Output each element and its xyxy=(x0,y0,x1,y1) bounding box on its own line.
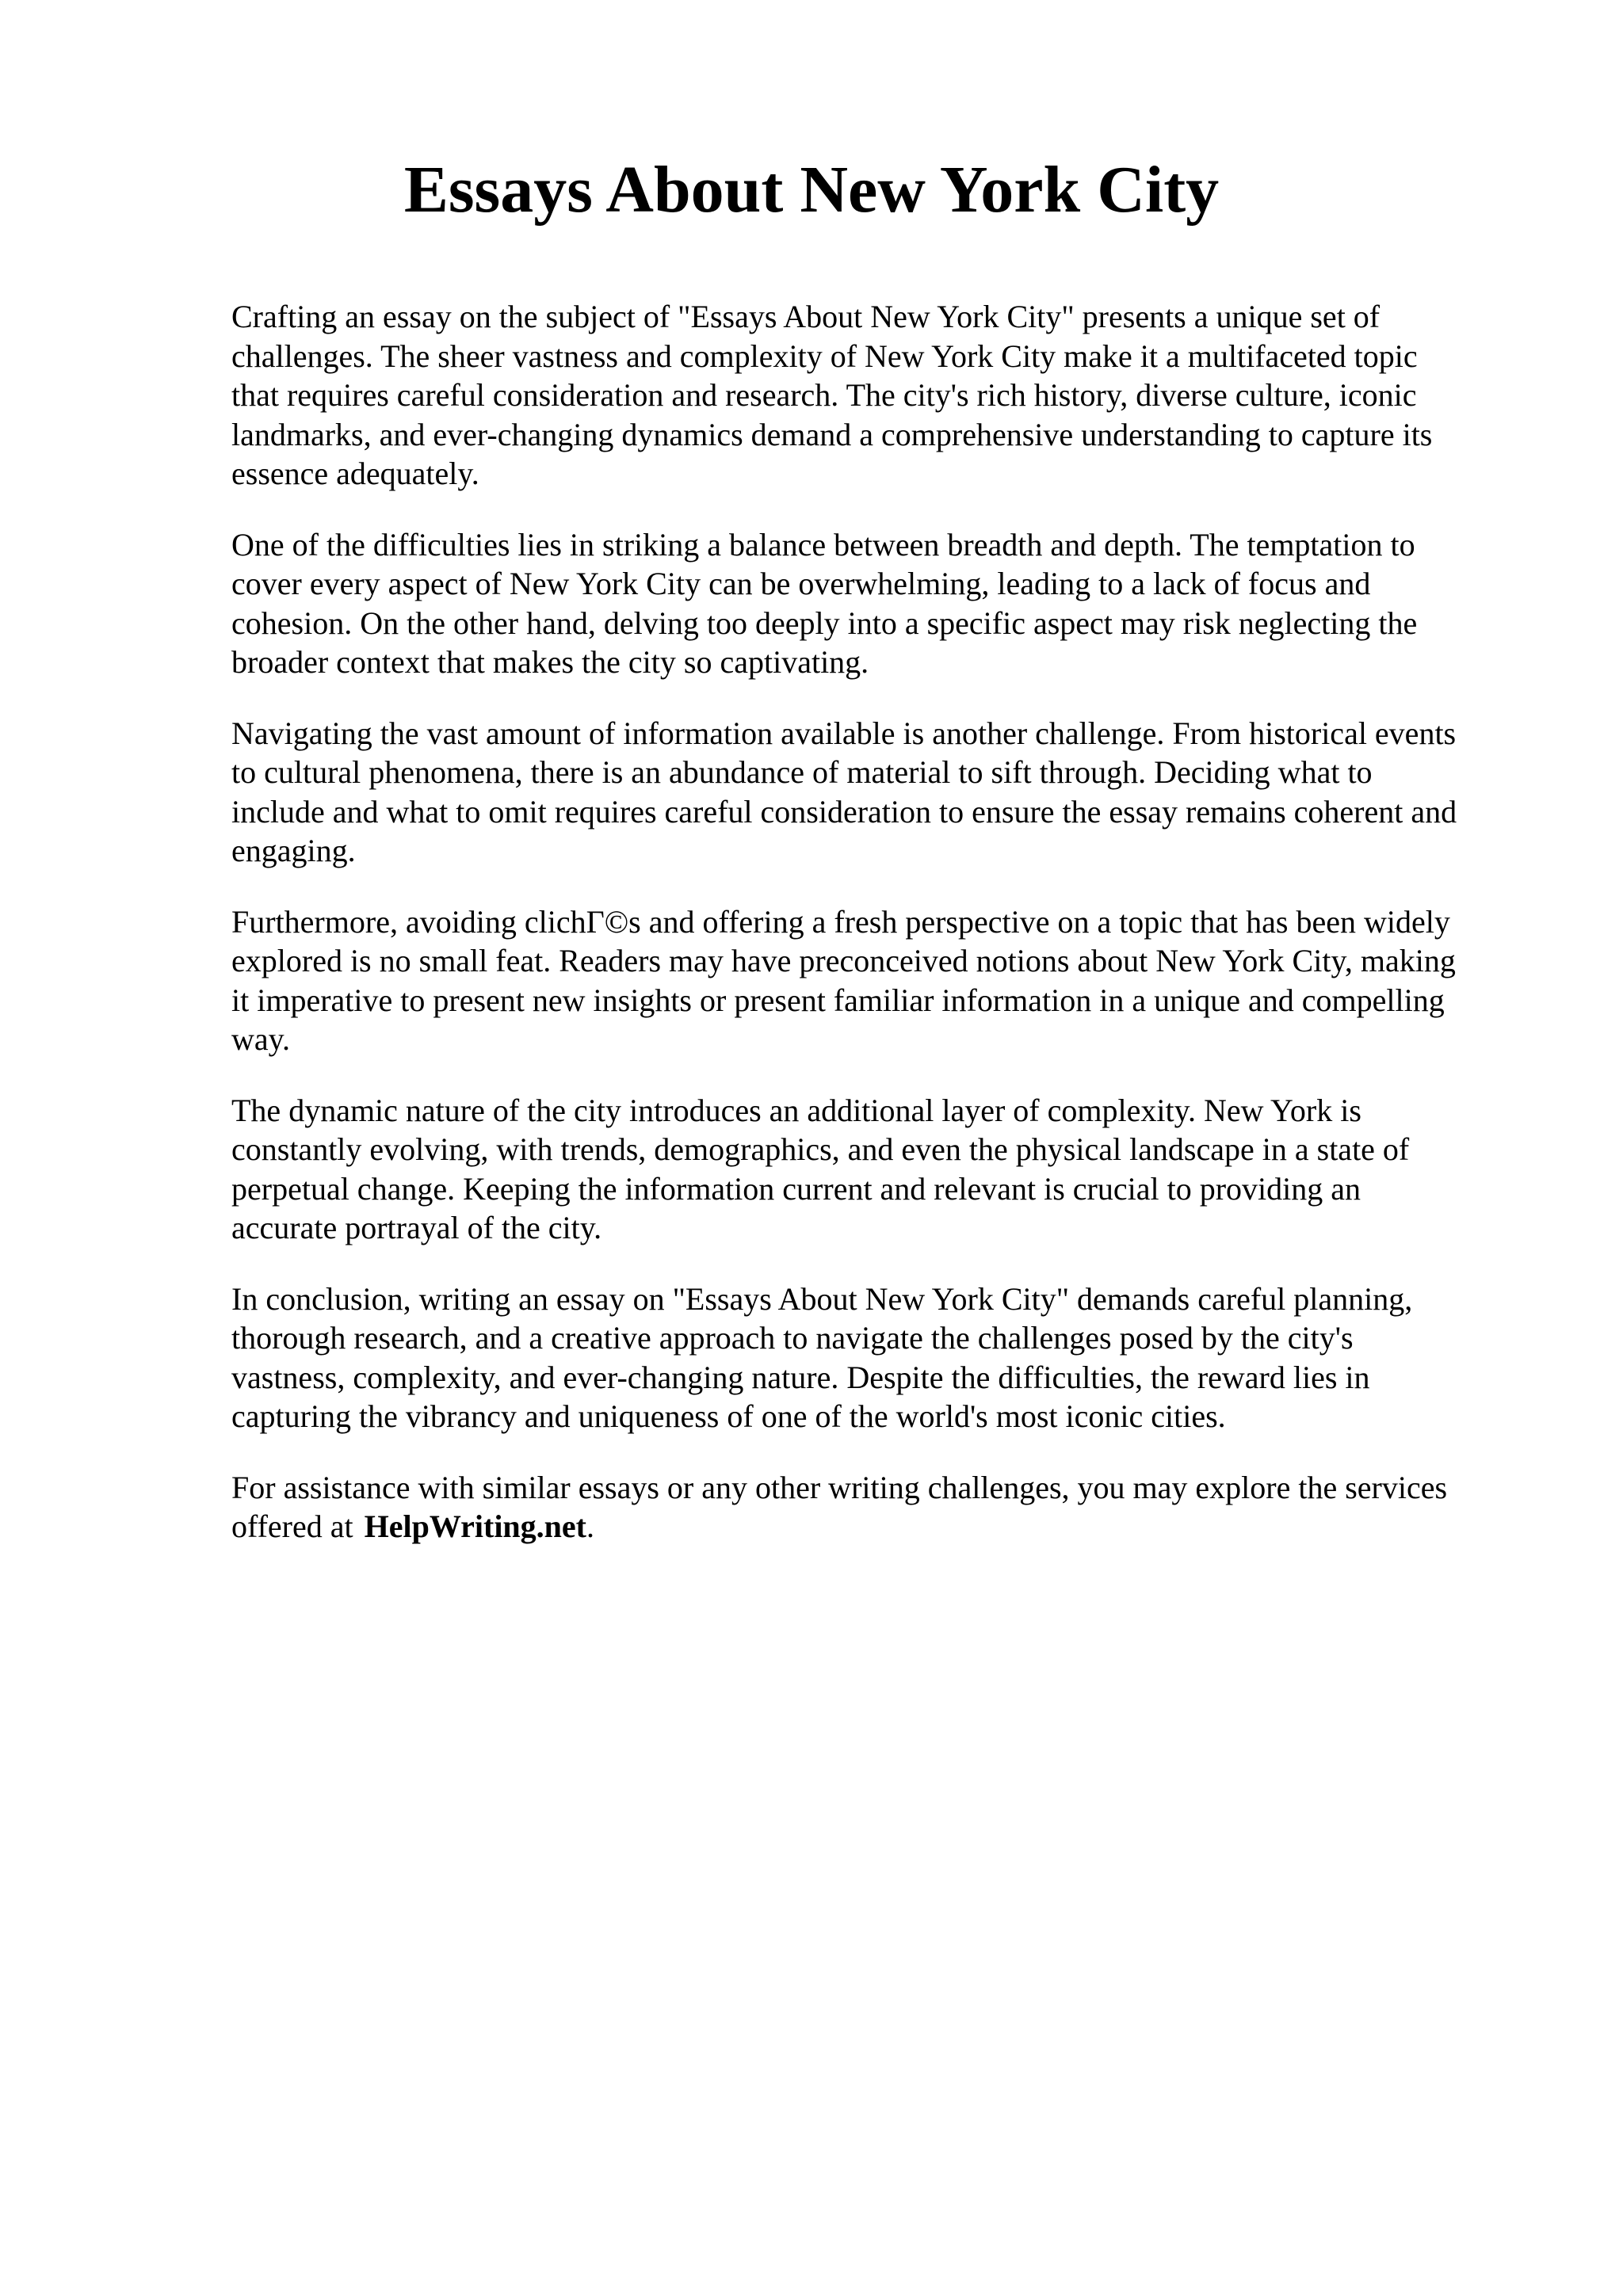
closing-paragraph xyxy=(231,1468,1515,1547)
paragraph-line: to cultural phenomena, there is an abundance of material to sift through. Deciding what to xyxy=(231,754,1373,790)
paragraph-line: that requires careful consideration and research. The city's rich history, diverse culture, iconic xyxy=(231,377,1417,413)
paragraph-line: constantly evolving, with trends, demographics, and even the physical landscape in a state of xyxy=(231,1131,1410,1167)
paragraph-line: Navigating the vast amount of information available is another challenge. From historical events xyxy=(231,715,1457,751)
document-title: Essays About New York City xyxy=(403,153,1220,227)
paragraph-line: cover every aspect of New York City can be overwhelming, leading to a lack of focus and xyxy=(231,566,1371,601)
paragraph-3 xyxy=(231,714,1515,871)
paragraph-5 xyxy=(231,1091,1515,1248)
paragraph-line: For assistance with similar essays or any other writing challenges, you may explore the services xyxy=(231,1469,1448,1505)
paragraph-line: Furthermore, avoiding clichΓ©s and offering a fresh perspective on a topic that has been widely xyxy=(231,903,1450,940)
paragraph-line: way. xyxy=(231,1021,291,1057)
closing-suffix: . xyxy=(586,1508,594,1544)
paragraph-line: landmarks, and ever-changing dynamics demand a comprehensive understanding to capture its xyxy=(231,416,1433,452)
paragraph-6 xyxy=(231,1280,1515,1436)
paragraph-line: challenges. The sheer vastness and complexity of New York City make it a multifaceted topic xyxy=(231,338,1418,374)
paragraph-line: Crafting an essay on the subject of "Essays About New York City" presents a unique set of xyxy=(231,299,1381,334)
paragraph-line: The dynamic nature of the city introduces an additional layer of complexity. New York is xyxy=(231,1092,1361,1128)
paragraph-line: One of the difficulties lies in striking a balance between breadth and depth. The temptation to xyxy=(231,526,1415,563)
paragraph-line: include and what to omit requires careful consideration to ensure the essay remains coherent and xyxy=(231,793,1457,830)
paragraph-4 xyxy=(231,902,1515,1059)
helpwriting-link[interactable]: HelpWriting.net xyxy=(364,1508,586,1544)
paragraph-line: cohesion. On the other hand, delving too deeply into a specific aspect may risk neglecting the xyxy=(231,605,1418,641)
paragraph-line: essence adequately. xyxy=(231,456,479,491)
paragraph-line: explored is no small feat. Readers may have preconceived notions about New York City, making xyxy=(231,943,1456,978)
paragraph-line: capturing the vibrancy and uniqueness of one of the world's most iconic cities. xyxy=(231,1398,1226,1434)
document-body xyxy=(231,297,1515,1578)
paragraph-2 xyxy=(231,525,1515,682)
closing-prefix: offered at xyxy=(231,1508,353,1544)
paragraph-line: engaging. xyxy=(231,833,356,868)
paragraph-line: In conclusion, writing an essay on "Essays About New York City" demands careful planning, xyxy=(231,1280,1413,1317)
paragraph-line: accurate portrayal of the city. xyxy=(231,1210,602,1245)
paragraph-line: it imperative to present new insights or present familiar information in a unique and compelling xyxy=(231,982,1445,1018)
paragraph-line: thorough research, and a creative approach to navigate the challenges posed by the city's xyxy=(231,1320,1354,1356)
paragraph-line: vastness, complexity, and ever-changing nature. Despite the difficulties, the reward lies in xyxy=(231,1359,1370,1395)
paragraph-line: perpetual change. Keeping the information current and relevant is crucial to providing an xyxy=(231,1170,1361,1207)
closing-line xyxy=(231,1507,1515,1547)
paragraph-line: broader context that makes the city so captivating. xyxy=(231,644,869,680)
paragraph-1 xyxy=(231,297,1515,494)
